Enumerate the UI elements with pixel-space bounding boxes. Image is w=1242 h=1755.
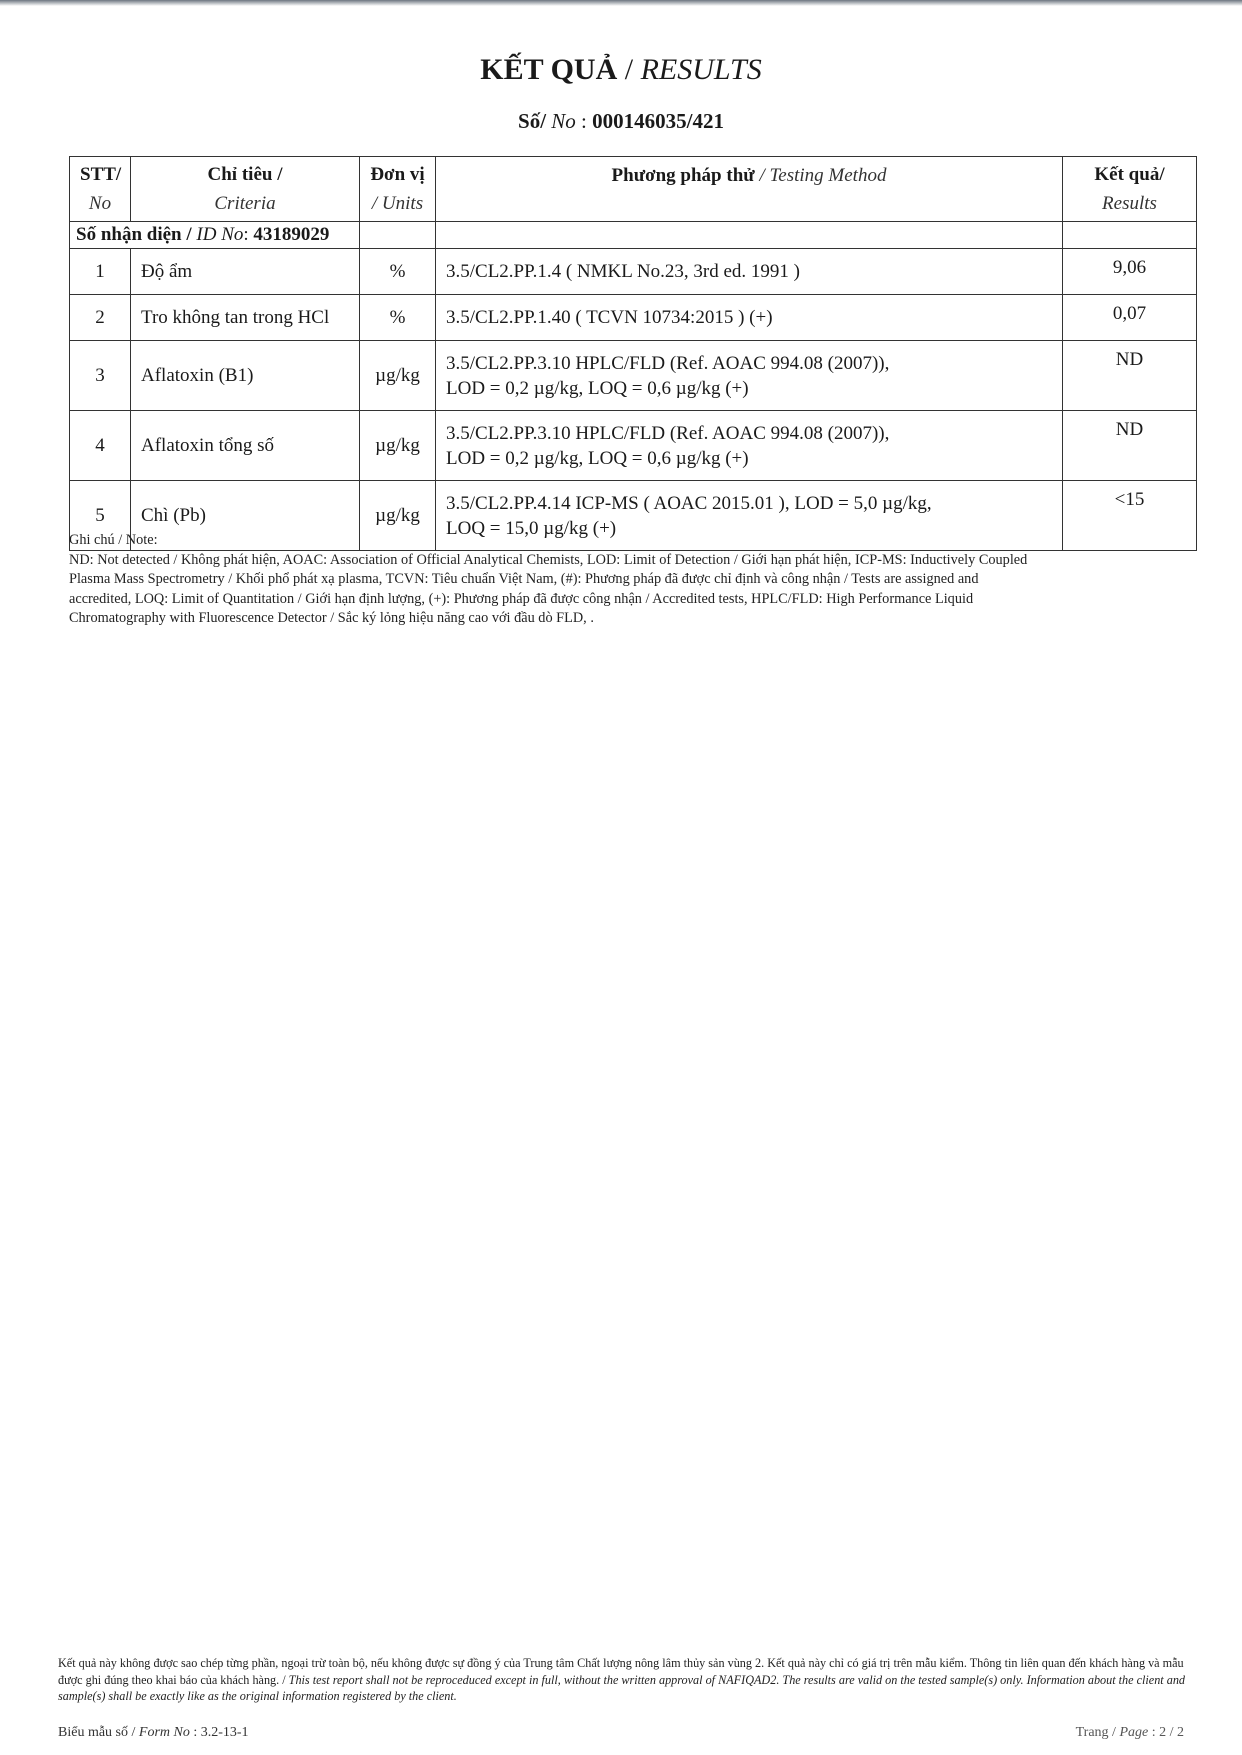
row-criteria: Độ ẩm bbox=[131, 249, 360, 295]
table-row bbox=[70, 249, 1197, 295]
row-no: 3 bbox=[70, 341, 131, 411]
form-number bbox=[58, 1725, 249, 1741]
sample-id-label-vi: Số nhận diện / bbox=[76, 224, 197, 245]
table-row bbox=[70, 411, 1197, 481]
row-method bbox=[436, 341, 1063, 411]
row-unit: % bbox=[360, 249, 436, 295]
row-result: ND bbox=[1063, 411, 1197, 481]
row-no: 2 bbox=[70, 295, 131, 341]
table-header-row bbox=[70, 157, 1197, 222]
form-label-vi: Biểu mẫu số / bbox=[58, 1725, 139, 1740]
col-header-results-en: Results bbox=[1102, 193, 1157, 214]
row-unit: µg/kg bbox=[360, 341, 436, 411]
row-unit: µg/kg bbox=[360, 481, 436, 551]
row-method bbox=[436, 411, 1063, 481]
row-method bbox=[436, 295, 1063, 341]
results-table bbox=[69, 156, 1197, 551]
row-unit: µg/kg bbox=[360, 411, 436, 481]
row-no: 5 bbox=[70, 481, 131, 551]
col-header-results-vi: Kết quả/ bbox=[1094, 164, 1165, 185]
notes-title: Ghi chú / Note: bbox=[69, 532, 158, 548]
row-criteria: Chì (Pb) bbox=[131, 481, 360, 551]
table-row bbox=[70, 341, 1197, 411]
row-result: ND bbox=[1063, 341, 1197, 411]
form-value: : 3.2-13-1 bbox=[189, 1725, 249, 1740]
row-result: 9,06 bbox=[1063, 249, 1197, 295]
sample-id-empty-result bbox=[1063, 222, 1197, 249]
row-method-line2: LOQ = 15,0 µg/kg (+) bbox=[446, 517, 617, 539]
col-header-criteria-en: Criteria bbox=[214, 193, 276, 214]
sample-id-empty-unit bbox=[360, 222, 436, 249]
sample-id-empty-method bbox=[436, 222, 1063, 249]
sample-id-colon: : bbox=[243, 224, 254, 245]
row-method-line1: 3.5/CL2.PP.4.14 ICP-MS ( AOAC 2015.01 ), LOD = 5,0 µg/kg, bbox=[446, 492, 932, 514]
row-criteria: Aflatoxin tổng số bbox=[131, 411, 360, 481]
disclaimer-en: This test report shall not be reproceduced except in full, without the written approval of NAFIQAD2. The results are valid on the tested sample(s) only. Information about the client and sample(s) shall be exactly like as the original information registered by the client. bbox=[58, 1672, 1186, 1703]
row-result: 0,07 bbox=[1063, 295, 1197, 341]
row-method-line2: LOD = 0,2 µg/kg, LOQ = 0,6 µg/kg (+) bbox=[446, 447, 749, 469]
row-method-line1: 3.5/CL2.PP.3.10 HPLC/FLD (Ref. AOAC 994.08 (2007)), bbox=[446, 352, 890, 374]
page-number bbox=[1076, 1725, 1184, 1741]
sample-id-value: 43189029 bbox=[253, 224, 330, 245]
col-header-method bbox=[436, 157, 1063, 222]
table-row bbox=[70, 295, 1197, 341]
row-no: 1 bbox=[70, 249, 131, 295]
sample-id-row bbox=[70, 222, 1197, 249]
page-value: : 2 / 2 bbox=[1148, 1725, 1184, 1740]
report-no-label-vi: Số/ bbox=[518, 109, 547, 133]
col-header-no bbox=[70, 157, 131, 222]
col-header-no-vi: STT/ bbox=[80, 164, 122, 185]
row-method-line2: LOD = 0,2 µg/kg, LOQ = 0,6 µg/kg (+) bbox=[446, 377, 749, 399]
notes-line: Chromatography with Fluorescence Detector / Sắc ký lỏng hiệu năng cao với đầu dò FLD, . bbox=[69, 610, 594, 626]
row-result: <15 bbox=[1063, 481, 1197, 551]
disclaimer-vi: Kết quả này không được sao chép từng phần, ngoại trừ toàn bộ, nếu không được sự đồng ý của Trung tâm Chất lượng nông lâm thủy sản vùng 2. Kết quả này chỉ có giá trị trên mẫu kiểm. Thông tin liên quan đến khách hàng và mẫu được ghi đúng theo khai báo của khách hàng. / bbox=[58, 1656, 1184, 1687]
col-header-method-en: / Testing Method bbox=[754, 165, 887, 186]
report-no-value: 000146035/421 bbox=[592, 109, 724, 133]
row-method-line1: 3.5/CL2.PP.1.4 ( NMKL No.23, 3rd ed. 1991 ) bbox=[446, 261, 800, 282]
col-header-units bbox=[360, 157, 436, 222]
col-header-criteria-vi: Chỉ tiêu / bbox=[207, 164, 283, 185]
col-header-no-en: No bbox=[88, 193, 112, 214]
row-criteria: Aflatoxin (B1) bbox=[131, 341, 360, 411]
col-header-criteria bbox=[131, 157, 360, 222]
col-header-units-en: / Units bbox=[371, 193, 424, 214]
report-number bbox=[0, 108, 1242, 134]
row-criteria: Tro không tan trong HCl bbox=[131, 295, 360, 341]
row-unit: % bbox=[360, 295, 436, 341]
row-method-line1: 3.5/CL2.PP.3.10 HPLC/FLD (Ref. AOAC 994.08 (2007)), bbox=[446, 422, 890, 444]
title-en: RESULTS bbox=[640, 53, 762, 86]
sample-id-label-en: ID No bbox=[196, 224, 244, 245]
notes-line: ND: Not detected / Không phát hiện, AOAC: Association of Official Analytical Chemists, LOD: Limit of Detection / Giới hạn phát hiện, ICP-MS: Inductively Coupled bbox=[69, 551, 1028, 568]
scan-top-edge bbox=[0, 0, 1242, 6]
footer-disclaimer bbox=[58, 1655, 1186, 1705]
sample-id-cell bbox=[70, 222, 360, 249]
col-header-results bbox=[1063, 157, 1197, 222]
col-header-units-vi: Đơn vị bbox=[370, 164, 425, 185]
report-no-colon: : bbox=[575, 109, 593, 133]
title-vi: KẾT QUẢ bbox=[480, 53, 618, 86]
row-no: 4 bbox=[70, 411, 131, 481]
report-no-label-en: No bbox=[546, 109, 576, 133]
notes-line: accredited, LOQ: Limit of Quantitation / Giới hạn định lượng, (+): Phương pháp đã được công nhận / Accredited tests, HPLC/FLD: High Performance Liquid bbox=[69, 590, 974, 607]
notes-line: Plasma Mass Spectrometry / Khối phổ phát xạ plasma, TCVN: Tiêu chuẩn Việt Nam, (#): Phương pháp đã được chỉ định và công nhận / Tests are assigned and bbox=[69, 571, 979, 587]
page-label-vi: Trang / bbox=[1075, 1725, 1120, 1740]
page-title bbox=[0, 52, 1242, 88]
row-method-line1: 3.5/CL2.PP.1.40 ( TCVN 10734:2015 ) (+) bbox=[446, 307, 773, 328]
title-separator: / bbox=[617, 53, 641, 86]
page-label-en: Page bbox=[1119, 1725, 1149, 1740]
col-header-method-vi: Phương pháp thử bbox=[611, 165, 755, 186]
notes-section bbox=[69, 531, 1209, 629]
form-label-en: Form No bbox=[138, 1725, 190, 1740]
row-method bbox=[436, 249, 1063, 295]
